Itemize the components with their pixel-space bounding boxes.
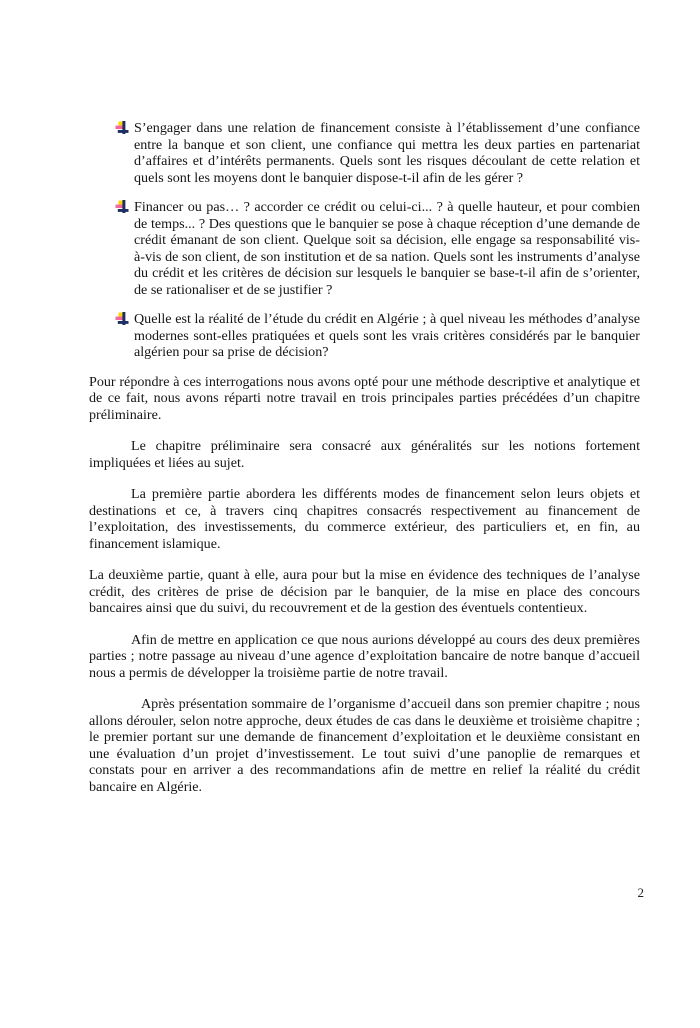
paragraph-etudes-de-cas: Après présentation sommaire de l’organisme d’accueil dans son premier chapitre ; nous allons dérouler, selon notre approche, deux études de cas dans le deuxième et troisième chapitre ; le premier portant sur une demande de financement d’exploitation et le deuxième consistant en une évaluation d’un projet d’investissement. Le tout suivi d’une panoplie de remarques et constats pour en arriver a des recommandations afin de mettre en relief la réalité du crédit bancaire en Algérie. xyxy=(89,696,640,795)
bullet-text: Financer ou pas… ? accorder ce crédit ou celui-ci... ? à quelle hauteur, et pour combien de temps... ? Des questions que le banquier se pose à chaque réception d’une demande de crédit émanant de son client. Quelque soit sa décision, elle engage sa responsabilité vis-à-vis de son client, de son institution et de sa nation. Quels sont les instruments d’analyse du crédit et les critères de décision sur lesquels le banquier se base-t-il afin de s’orienter, de se rationaliser et de se justifier ? xyxy=(134,199,640,298)
colored-plus-bullet-icon xyxy=(115,121,129,135)
colored-plus-bullet-icon xyxy=(115,312,129,326)
bullet-item xyxy=(89,199,640,298)
paragraph-premiere-partie: La première partie abordera les différents modes de financement selon leurs objets et destinations et ce, à travers cinq chapitres consacrés respectivement au financement de l’exploitation, des investissements, du commerce extérieur, des particuliers et, en fin, au financement islamique. xyxy=(89,486,640,552)
page-content xyxy=(89,120,640,810)
paragraph-method: Pour répondre à ces interrogations nous avons opté pour une méthode descriptive et analytique et de ce fait, nous avons réparti notre travail en trois principales parties précédées d’un chapitre préliminaire. xyxy=(89,373,640,423)
colored-plus-bullet-icon xyxy=(115,200,129,214)
bullet-text: S’engager dans une relation de financement consiste à l’établissement d’une confiance entre la banque et son client, une confiance qui mettra les deux parties en partenariat d’affaires et d’intérêts permanents. Quels sont les risques découlant de cette relation et quels sont les moyens dont le banquier dispose-t-il afin de les gérer ? xyxy=(134,120,640,186)
bullet-text: Quelle est la réalité de l’étude du crédit en Algérie ; à quel niveau les méthodes d’analyse modernes sont-elles pratiquées et quels sont les vrais critères considérés par le banquier algérien pour sa prise de décision? xyxy=(134,311,640,360)
bullet-list xyxy=(89,120,640,361)
paragraph-deuxieme-partie: La deuxième partie, quant à elle, aura pour but la mise en évidence des techniques de l’analyse crédit, des critères de prise de décision par le banquier, de la mise en place des concours bancaires ainsi que du suivi, du recouvrement et de la gestion des éventuels contentieux. xyxy=(89,567,640,616)
page-number: 2 xyxy=(637,885,644,900)
bullet-item xyxy=(89,311,640,361)
bullet-item xyxy=(89,120,640,186)
paragraph-troisieme-partie: Afin de mettre en application ce que nous aurions développé au cours des deux premières parties ; notre passage au niveau d’une agence d’exploitation bancaire de notre banque d’accueil nous a permis de développer la troisième partie de notre travail. xyxy=(89,631,640,681)
paragraph-chapitre-preliminaire: Le chapitre préliminaire sera consacré aux généralités sur les notions fortement impliquées et liées au sujet. xyxy=(89,438,640,471)
